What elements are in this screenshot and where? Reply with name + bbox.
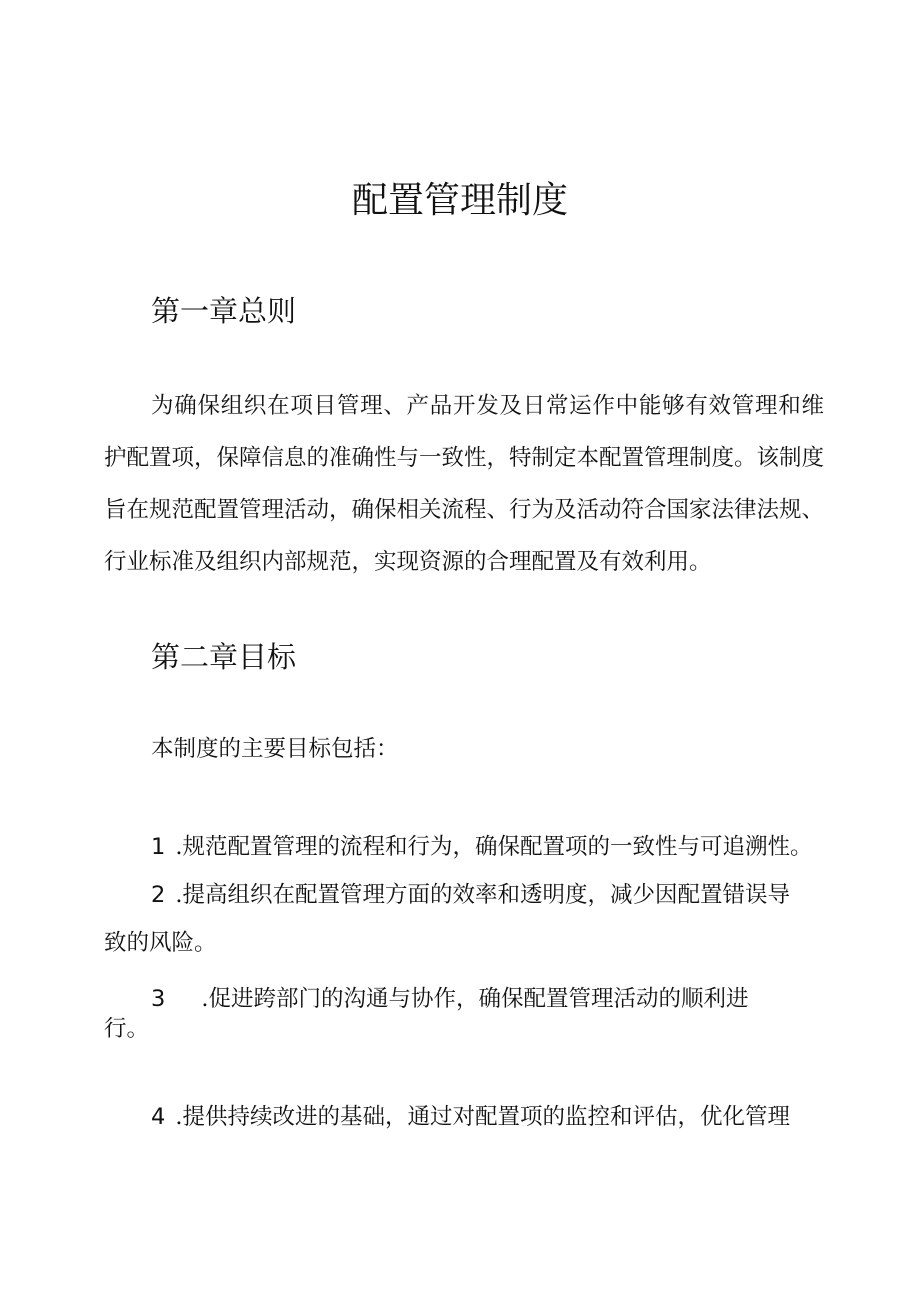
chapter-1-paragraph: 为确保组织在项目管理、产品开发及日常运作中能够有效管理和维护配置项，保障信息的准确性与一致性，特制定本配置管理制度。该制度旨在规范配置管理活动，确保相关流程、行为及活动符合国家法律法规、行业标准及组织内部规范，实现资源的合理配置及有效利用。: [104, 393, 825, 575]
goal-item-4-text: .提供持续改进的基础，通过对配置项的监控和评估，优化管理: [175, 1104, 790, 1130]
goal-item-3-text: .促进跨部门的沟通与协作，确保配置管理活动的顺利进: [201, 986, 749, 1012]
goal-item-1-number: 1: [151, 834, 166, 860]
goal-item-2: [151, 878, 790, 912]
goal-item-3: [151, 982, 748, 1016]
chapter-1-heading: 第一章总则: [151, 294, 297, 328]
chapter-2-intro: 本制度的主要目标包括：: [151, 736, 399, 762]
goal-item-2-continuation: 致的风险。: [104, 930, 217, 956]
document-title: 配置管理制度: [351, 180, 568, 221]
goal-item-1: [151, 830, 812, 864]
goal-item-1-text: .规范配置管理的流程和行为，确保配置项的一致性与可追溯性。: [175, 834, 813, 860]
goal-item-4: [151, 1100, 790, 1134]
goal-item-3-continuation: 行。: [104, 1016, 150, 1042]
chapter-2-heading: 第二章目标: [151, 640, 297, 674]
goal-item-4-number: 4: [151, 1104, 166, 1130]
goal-item-2-number: 2: [151, 882, 166, 908]
goal-item-3-number: 3: [151, 986, 166, 1012]
goal-item-2-text: .提高组织在配置管理方面的效率和透明度，减少因配置错误导: [175, 882, 790, 908]
